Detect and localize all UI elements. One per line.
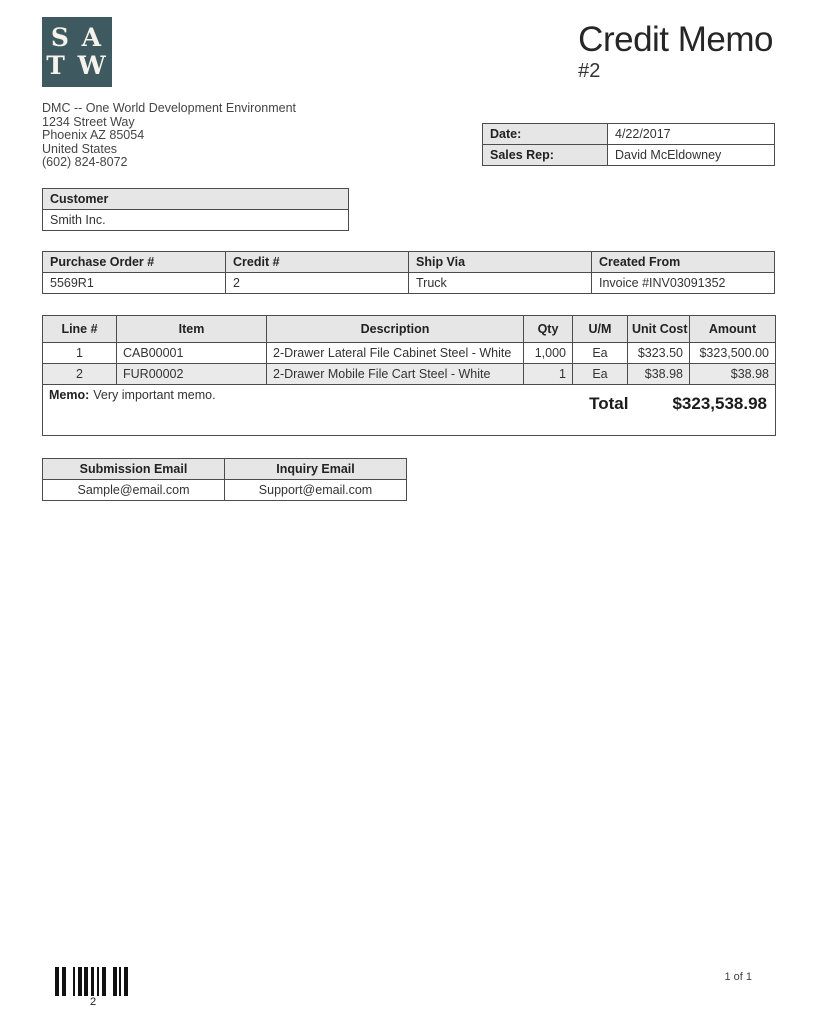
info-table bbox=[482, 123, 775, 166]
inquiry-email-value: Support@email.com bbox=[225, 480, 407, 501]
um-cell: Ea bbox=[573, 364, 628, 385]
company-address bbox=[42, 102, 296, 170]
info-row-date bbox=[483, 124, 775, 145]
sales-rep-value: David McEldowney bbox=[608, 145, 775, 166]
memo-label: Memo: bbox=[49, 388, 90, 402]
item-cell: CAB00001 bbox=[117, 343, 267, 364]
item-cell: FUR00002 bbox=[117, 364, 267, 385]
sales-rep-label: Sales Rep: bbox=[483, 145, 608, 166]
line-number-header: Line # bbox=[43, 316, 117, 343]
qty-header: Qty bbox=[524, 316, 573, 343]
inquiry-email-header: Inquiry Email bbox=[225, 459, 407, 480]
purchase-order-header: Purchase Order # bbox=[43, 252, 226, 273]
credit-number-header: Credit # bbox=[226, 252, 409, 273]
purchase-order-value: 5569R1 bbox=[43, 273, 226, 294]
total-line bbox=[589, 394, 767, 414]
emails-value-row bbox=[43, 480, 407, 501]
logo-line-1: S A bbox=[50, 23, 104, 52]
line-number-cell: 1 bbox=[43, 343, 117, 364]
unit-cost-cell: $323.50 bbox=[628, 343, 690, 364]
total-label: Total bbox=[589, 394, 629, 413]
date-value: 4/22/2017 bbox=[608, 124, 775, 145]
page-title: Credit Memo bbox=[578, 20, 773, 59]
barcode-bar bbox=[62, 967, 66, 996]
memo-total-row bbox=[43, 385, 776, 436]
address-line: Phoenix AZ 85054 bbox=[42, 128, 145, 143]
barcode-bar bbox=[91, 967, 94, 996]
address-line: (602) 824-8072 bbox=[42, 155, 128, 170]
credit-number-value: 2 bbox=[226, 273, 409, 294]
order-table bbox=[42, 251, 775, 294]
order-header-row bbox=[43, 252, 775, 273]
qty-cell: 1 bbox=[524, 364, 573, 385]
barcode-block bbox=[55, 967, 145, 1008]
memo-text: Very important memo. bbox=[93, 388, 216, 402]
item-header: Item bbox=[117, 316, 267, 343]
description-cell: 2-Drawer Lateral File Cabinet Steel - White bbox=[267, 343, 524, 364]
customer-header: Customer bbox=[43, 189, 349, 210]
customer-value: Smith Inc. bbox=[43, 210, 349, 231]
um-header: U/M bbox=[573, 316, 628, 343]
barcode-value: 2 bbox=[89, 996, 97, 1008]
created-from-value: Invoice #INV03091352 bbox=[592, 273, 775, 294]
submission-email-header: Submission Email bbox=[43, 459, 225, 480]
item-row bbox=[43, 343, 776, 364]
barcode-bar bbox=[124, 967, 128, 996]
company-logo bbox=[42, 17, 112, 87]
emails-header-row bbox=[43, 459, 407, 480]
line-items-table bbox=[42, 315, 776, 436]
unit-cost-cell: $38.98 bbox=[628, 364, 690, 385]
ship-via-header: Ship Via bbox=[409, 252, 592, 273]
barcode-bar bbox=[113, 967, 117, 996]
barcode-bar bbox=[119, 967, 121, 996]
address-line: United States bbox=[42, 141, 118, 156]
created-from-header: Created From bbox=[592, 252, 775, 273]
description-header: Description bbox=[267, 316, 524, 343]
title-block bbox=[578, 20, 773, 83]
line-number-cell: 2 bbox=[43, 364, 117, 385]
emails-table bbox=[42, 458, 407, 501]
order-value-row bbox=[43, 273, 775, 294]
customer-table bbox=[42, 188, 349, 231]
total-value: $323,538.98 bbox=[672, 394, 767, 413]
description-cell: 2-Drawer Mobile File Cart Steel - White bbox=[267, 364, 524, 385]
address-line: 1234 Street Way bbox=[42, 114, 135, 129]
barcode-bar bbox=[55, 967, 59, 996]
logo-line-2: T W bbox=[46, 51, 108, 80]
barcode-bar bbox=[102, 967, 106, 996]
barcode-bar bbox=[97, 967, 99, 996]
address-line: DMC -- One World Development Environment bbox=[42, 101, 297, 115]
amount-header: Amount bbox=[690, 316, 776, 343]
um-cell: Ea bbox=[573, 343, 628, 364]
barcode bbox=[55, 967, 145, 996]
unit-cost-header: Unit Cost bbox=[628, 316, 690, 343]
barcode-bar bbox=[78, 967, 82, 996]
qty-cell: 1,000 bbox=[524, 343, 573, 364]
date-label: Date: bbox=[483, 124, 608, 145]
barcode-bar bbox=[84, 967, 88, 996]
barcode-bar bbox=[73, 967, 75, 996]
info-row-sales-rep bbox=[483, 145, 775, 166]
amount-cell: $38.98 bbox=[690, 364, 776, 385]
submission-email-value: Sample@email.com bbox=[43, 480, 225, 501]
ship-via-value: Truck bbox=[409, 273, 592, 294]
page-indicator: 1 of 1 bbox=[724, 971, 752, 983]
amount-cell: $323,500.00 bbox=[690, 343, 776, 364]
item-row bbox=[43, 364, 776, 385]
memo-number: #2 bbox=[578, 60, 601, 82]
items-header-row bbox=[43, 316, 776, 343]
